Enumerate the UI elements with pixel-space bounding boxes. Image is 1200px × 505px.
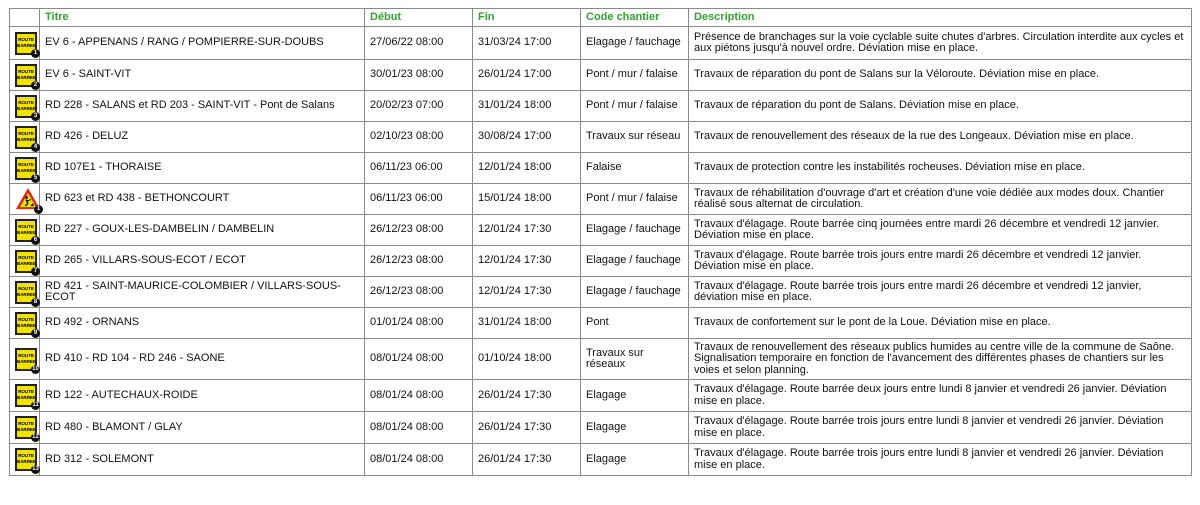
row-icon-cell <box>10 27 40 60</box>
row-fin: 01/10/24 18:00 <box>473 339 581 380</box>
road-closed-sign-icon <box>15 32 37 55</box>
table-row[interactable] <box>10 339 1192 380</box>
row-code-chantier: Elagage / fauchage <box>581 27 689 60</box>
table-row[interactable] <box>10 412 1192 444</box>
column-header-description[interactable]: Description <box>689 9 1192 27</box>
row-debut: 08/01/24 08:00 <box>365 444 473 476</box>
sign-number-badge: 11 <box>32 402 39 408</box>
sign-number-badge: 1 <box>34 205 43 214</box>
sign-text-line1: ROUTE <box>18 352 34 358</box>
row-titre[interactable]: RD 107E1 - THORAISE <box>40 153 365 184</box>
row-debut: 27/06/22 08:00 <box>365 27 473 60</box>
row-code-chantier: Travaux sur réseaux <box>581 339 689 380</box>
sign-text-line2: BARREE <box>17 427 36 432</box>
row-icon-cell <box>10 215 40 246</box>
sign-text-line1: ROUTE <box>18 421 34 426</box>
row-titre[interactable]: EV 6 - APPENANS / RANG / POMPIERRE-SUR-DOUBS <box>40 27 365 60</box>
row-description: Travaux de confortement sur le pont de la Loue. Déviation mise en place. <box>689 308 1192 339</box>
row-code-chantier: Elagage <box>581 380 689 412</box>
row-description: Travaux d'élagage. Route barrée trois jours entre lundi 8 janvier et vendredi 26 janvier. Déviation mise en place. <box>689 444 1192 476</box>
road-closed-sign-icon <box>15 281 37 304</box>
row-description: Travaux de réhabilitation d'ouvrage d'art et création d'une voie dédiée aux modes doux. Chantier réalisé sous alternat de circulation. <box>689 184 1192 215</box>
row-titre[interactable]: EV 6 - SAINT-VIT <box>40 60 365 91</box>
row-description: Travaux d'élagage. Route barrée deux jours entre lundi 8 janvier et vendredi 26 janvier. Déviation mise en place. <box>689 380 1192 412</box>
table-row[interactable] <box>10 153 1192 184</box>
row-fin: 26/01/24 17:30 <box>473 412 581 444</box>
sign-number-badge: 6 <box>31 236 40 245</box>
row-code-chantier: Elagage / fauchage <box>581 277 689 308</box>
row-icon-cell <box>10 444 40 476</box>
row-code-chantier: Elagage <box>581 444 689 476</box>
row-description: Travaux d'élagage. Route barrée trois jours entre mardi 26 décembre et vendredi 12 janvier. Déviation mise en place. <box>689 246 1192 277</box>
row-debut: 26/12/23 08:00 <box>365 215 473 246</box>
row-code-chantier: Elagage / fauchage <box>581 246 689 277</box>
row-fin: 31/01/24 18:00 <box>473 308 581 339</box>
sign-number-badge: 3 <box>31 112 40 121</box>
sign-number-badge: 7 <box>31 267 40 276</box>
row-code-chantier: Pont / mur / falaise <box>581 91 689 122</box>
row-titre[interactable]: RD 122 - AUTECHAUX-ROIDE <box>40 380 365 412</box>
table-row[interactable] <box>10 60 1192 91</box>
row-debut: 01/01/24 08:00 <box>365 308 473 339</box>
row-fin: 15/01/24 18:00 <box>473 184 581 215</box>
column-header-debut[interactable]: Début <box>365 9 473 27</box>
row-code-chantier: Falaise <box>581 153 689 184</box>
row-debut: 08/01/24 08:00 <box>365 412 473 444</box>
sign-number-badge: 4 <box>31 143 40 152</box>
row-code-chantier: Pont <box>581 308 689 339</box>
road-closed-sign-icon <box>15 95 37 118</box>
road-closed-sign-icon <box>15 384 37 407</box>
sign-number-badge: 10 <box>32 365 39 372</box>
row-icon-cell <box>10 308 40 339</box>
table-row[interactable] <box>10 277 1192 308</box>
sign-text-line2: BARREE <box>17 74 36 80</box>
row-titre[interactable]: RD 228 - SALANS et RD 203 - SAINT-VIT - Pont de Salans <box>40 91 365 122</box>
sign-text-line2: BARREE <box>17 136 36 142</box>
column-header-fin[interactable]: Fin <box>473 9 581 27</box>
sign-number-badge: 13 <box>32 466 39 472</box>
row-debut: 30/01/23 08:00 <box>365 60 473 91</box>
sign-text-line2: BARREE <box>17 42 36 48</box>
row-titre[interactable]: RD 410 - RD 104 - RD 246 - SAONE <box>40 339 365 380</box>
row-debut: 06/11/23 06:00 <box>365 184 473 215</box>
sign-number-badge: 2 <box>31 81 40 90</box>
road-closed-sign-icon <box>15 157 37 180</box>
row-icon-cell <box>10 60 40 91</box>
row-description: Présence de branchages sur la voie cyclable suite chutes d'arbres. Circulation interdite aux cycles et aux piétons jusqu'à nouvel ordre. Déviation mise en place. <box>689 27 1192 60</box>
row-description: Travaux d'élagage. Route barrée trois jours entre lundi 8 janvier et vendredi 26 janvier. Déviation mise en place. <box>689 412 1192 444</box>
row-debut: 26/12/23 08:00 <box>365 277 473 308</box>
row-fin: 12/01/24 17:30 <box>473 246 581 277</box>
road-closed-sign-icon <box>15 312 37 335</box>
road-closed-sign-icon <box>15 348 37 371</box>
sign-text-line1: ROUTE <box>18 36 34 42</box>
row-icon-cell <box>10 339 40 380</box>
row-fin: 26/01/24 17:30 <box>473 444 581 476</box>
sign-text-line1: ROUTE <box>18 389 34 394</box>
table-row[interactable] <box>10 246 1192 277</box>
row-icon-cell <box>10 277 40 308</box>
row-fin: 12/01/24 17:30 <box>473 215 581 246</box>
row-titre[interactable]: RD 480 - BLAMONT / GLAY <box>40 412 365 444</box>
sign-text-line2: BARREE <box>17 291 36 297</box>
row-fin: 26/01/24 17:00 <box>473 60 581 91</box>
row-titre[interactable]: RD 426 - DELUZ <box>40 122 365 153</box>
row-icon-cell <box>10 91 40 122</box>
row-icon-cell <box>10 412 40 444</box>
road-closed-sign-icon <box>15 416 37 439</box>
row-description: Travaux de protection contre les instabilités rocheuses. Déviation mise en place. <box>689 153 1192 184</box>
table-row[interactable] <box>10 122 1192 153</box>
icon-column-header <box>10 9 40 27</box>
sign-text-line1: ROUTE <box>18 453 34 458</box>
table-row[interactable] <box>10 184 1192 215</box>
row-debut: 08/01/24 08:00 <box>365 339 473 380</box>
row-fin: 30/08/24 17:00 <box>473 122 581 153</box>
column-header-titre[interactable]: Titre <box>40 9 365 27</box>
road-closed-sign-icon <box>15 448 37 471</box>
sign-text-line2: BARREE <box>17 322 36 328</box>
row-titre[interactable]: RD 227 - GOUX-LES-DAMBELIN / DAMBELIN <box>40 215 365 246</box>
row-titre[interactable]: RD 492 - ORNANS <box>40 308 365 339</box>
table-row[interactable] <box>10 308 1192 339</box>
sign-number-badge: 12 <box>32 434 39 440</box>
sign-text-line2: BARREE <box>17 358 36 364</box>
row-code-chantier: Pont / mur / falaise <box>581 60 689 91</box>
sign-number-badge: 8 <box>31 298 40 307</box>
row-description: Travaux de réparation du pont de Salans. Déviation mise en place. <box>689 91 1192 122</box>
row-icon-cell <box>10 246 40 277</box>
row-debut: 08/01/24 08:00 <box>365 380 473 412</box>
row-code-chantier: Pont / mur / falaise <box>581 184 689 215</box>
row-debut: 02/10/23 08:00 <box>365 122 473 153</box>
table-row[interactable] <box>10 380 1192 412</box>
row-icon-cell <box>10 184 40 215</box>
sign-text-line1: ROUTE <box>18 316 34 322</box>
sign-text-line2: BARREE <box>17 395 36 400</box>
row-debut: 06/11/23 06:00 <box>365 153 473 184</box>
row-description: Travaux d'élagage. Route barrée cinq journées entre mardi 26 décembre et vendredi 12 janvier. Déviation mise en place. <box>689 215 1192 246</box>
sign-text-line1: ROUTE <box>18 285 34 291</box>
road-closed-sign-icon <box>15 64 37 87</box>
sign-number-badge: 1 <box>31 49 40 58</box>
sign-text-line1: ROUTE <box>18 161 34 167</box>
sign-text-line1: ROUTE <box>18 254 34 260</box>
table-row[interactable] <box>10 444 1192 476</box>
road-closed-sign-icon <box>15 250 37 273</box>
row-debut: 20/02/23 07:00 <box>365 91 473 122</box>
row-code-chantier: Elagage <box>581 412 689 444</box>
sign-text-line1: ROUTE <box>18 99 34 105</box>
row-code-chantier: Elagage / fauchage <box>581 215 689 246</box>
row-debut: 26/12/23 08:00 <box>365 246 473 277</box>
row-fin: 31/01/24 18:00 <box>473 91 581 122</box>
row-code-chantier: Travaux sur réseau <box>581 122 689 153</box>
row-icon-cell <box>10 122 40 153</box>
sign-text-line1: ROUTE <box>18 223 34 229</box>
sign-number-badge: 9 <box>31 329 40 338</box>
row-titre[interactable]: RD 421 - SAINT-MAURICE-COLOMBIER / VILLARS-SOUS-ECOT <box>40 277 365 308</box>
row-fin: 26/01/24 17:30 <box>473 380 581 412</box>
sign-text-line2: BARREE <box>17 229 36 235</box>
table-row[interactable] <box>10 91 1192 122</box>
row-icon-cell <box>10 153 40 184</box>
sign-text-line2: BARREE <box>17 260 36 266</box>
sign-text-line2: BARREE <box>17 459 36 464</box>
row-titre[interactable]: RD 312 - SOLEMONT <box>40 444 365 476</box>
row-fin: 12/01/24 17:30 <box>473 277 581 308</box>
row-icon-cell <box>10 380 40 412</box>
sign-text-line1: ROUTE <box>18 68 34 74</box>
roadworks-table <box>9 8 1192 476</box>
table-row[interactable] <box>10 27 1192 60</box>
row-fin: 12/01/24 18:00 <box>473 153 581 184</box>
row-fin: 31/03/24 17:00 <box>473 27 581 60</box>
row-description: Travaux de renouvellement des réseaux de la rue des Longeaux. Déviation mise en place. <box>689 122 1192 153</box>
road-closed-sign-icon <box>15 219 37 242</box>
row-description: Travaux d'élagage. Route barrée trois jours entre mardi 26 décembre et vendredi 12 janvier, déviation mise en place. <box>689 277 1192 308</box>
sign-number-badge: 5 <box>31 174 40 183</box>
row-description: Travaux de réparation du pont de Salans sur la Véloroute. Déviation mise en place. <box>689 60 1192 91</box>
row-titre[interactable]: RD 623 et RD 438 - BETHONCOURT <box>40 184 365 215</box>
road-closed-sign-icon <box>15 126 37 149</box>
sign-text-line2: BARREE <box>17 105 36 111</box>
table-row[interactable] <box>10 215 1192 246</box>
header-row <box>10 9 1192 27</box>
row-titre[interactable]: RD 265 - VILLARS-SOUS-ECOT / ECOT <box>40 246 365 277</box>
row-description: Travaux de renouvellement des réseaux publics humides au centre ville de la commune de Saône. Signalisation temporaire en fonction de l'avancement des différentes phases de chantiers sur les voies et selon planning. <box>689 339 1192 380</box>
sign-text-line2: BARREE <box>17 167 36 173</box>
sign-text-line1: ROUTE <box>18 130 34 136</box>
roadwork-warning-icon <box>15 187 41 211</box>
column-header-code[interactable]: Code chantier <box>581 9 689 27</box>
table-body <box>10 27 1192 476</box>
